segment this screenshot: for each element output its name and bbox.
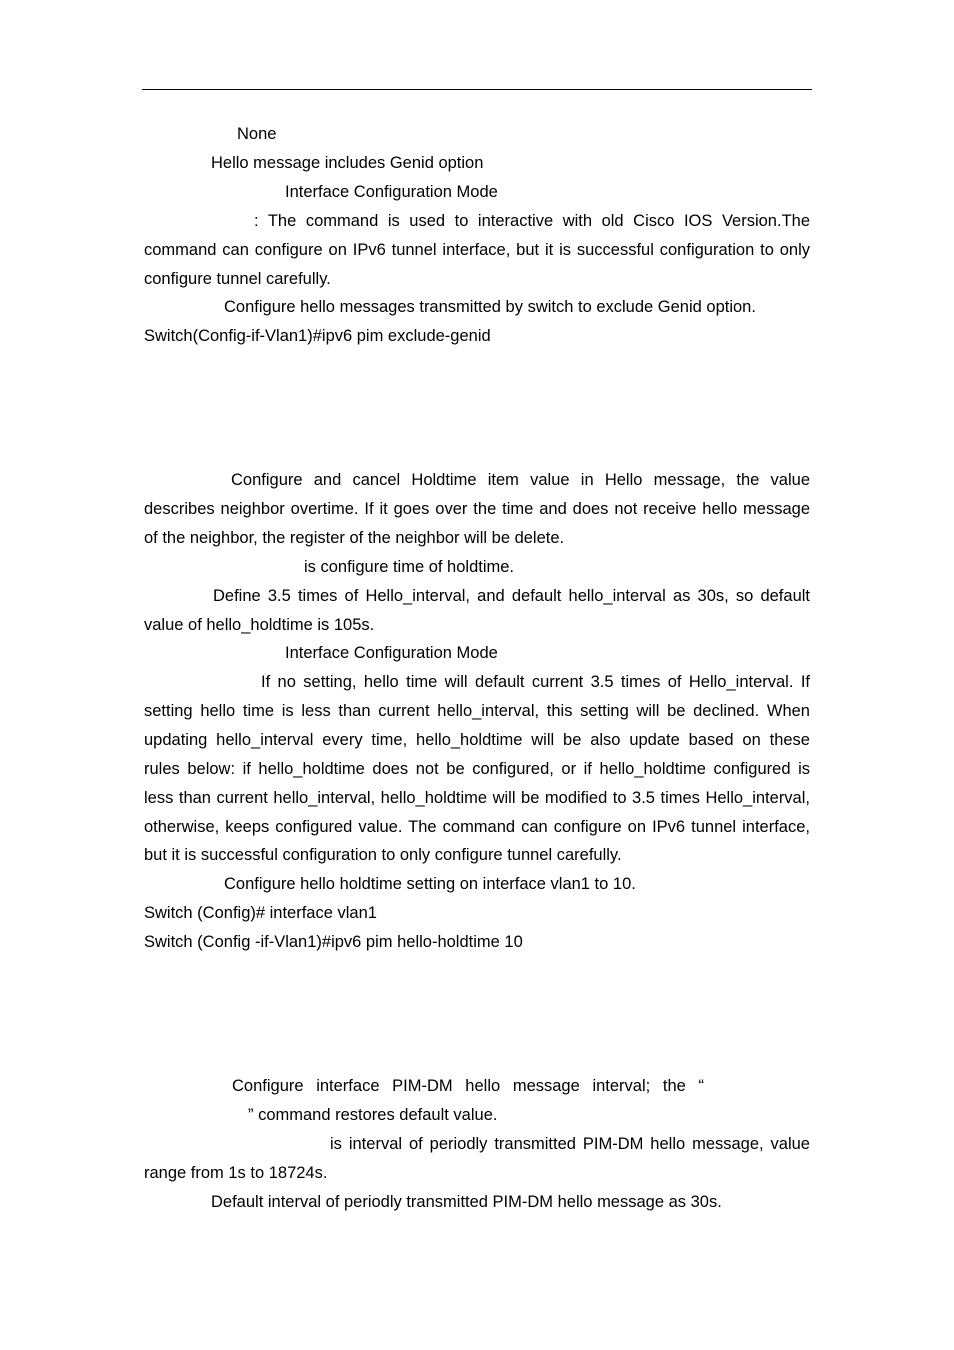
usage-guide-line: less than current hello_interval, hello_holdtime will be modified to 3.5 times Hello_interval,	[144, 789, 810, 807]
command-mode-line: Interface Configuration Mode	[285, 183, 498, 201]
usage-guide-line: otherwise, keeps configured value. The command can configure on IPv6 tunnel interface,	[144, 818, 810, 836]
usage-guide-line: but it is successful configuration to only configure tunnel carefully.	[144, 846, 622, 864]
usage-guide-line: : The command is used to interactive with old Cisco IOS Version.The	[254, 212, 810, 230]
parameter-line: is interval of periodly transmitted PIM-DM hello message, value	[330, 1135, 810, 1153]
default-value-line: value of hello_holdtime is 105s.	[144, 616, 375, 634]
command-description-line: Configure and cancel Holdtime item value in Hello message, the value	[231, 471, 810, 489]
command-description-line: ” command restores default value.	[248, 1106, 498, 1124]
usage-guide-line: configure tunnel carefully.	[144, 270, 331, 288]
example-command-line: Switch (Config)# interface vlan1	[144, 904, 377, 922]
command-description-line: Configure interface PIM-DM hello message interval; the “	[232, 1077, 704, 1095]
default-value-line: None	[237, 125, 277, 143]
example-description-line: Configure hello messages transmitted by switch to exclude Genid option.	[224, 298, 756, 316]
default-value-line: Hello message includes Genid option	[211, 154, 484, 172]
default-value-line: Define 3.5 times of Hello_interval, and default hello_interval as 30s, so default	[213, 587, 810, 605]
usage-guide-line: setting hello time is less than current hello_interval, this setting will be declined. When	[144, 702, 810, 720]
command-description-line: of the neighbor, the register of the neighbor will be delete.	[144, 529, 565, 547]
example-command-line: Switch (Config -if-Vlan1)#ipv6 pim hello-holdtime 10	[144, 933, 523, 951]
parameter-line: range from 1s to 18724s.	[144, 1164, 328, 1182]
usage-guide-line: command can configure on IPv6 tunnel interface, but it is successful configuration to only	[144, 241, 810, 259]
default-value-line: Default interval of periodly transmitted PIM-DM hello message as 30s.	[211, 1193, 722, 1211]
command-mode-line: Interface Configuration Mode	[285, 644, 498, 662]
usage-guide-line: updating hello_interval every time, hello_holdtime will be also update based on these	[144, 731, 810, 749]
command-description-line: describes neighbor overtime. If it goes over the time and does not receive hello message	[144, 500, 810, 518]
parameter-line: is configure time of holdtime.	[304, 558, 515, 576]
header-rule	[142, 89, 812, 90]
example-description-line: Configure hello holdtime setting on interface vlan1 to 10.	[224, 875, 636, 893]
usage-guide-line: If no setting, hello time will default current 3.5 times of Hello_interval. If	[261, 673, 810, 691]
usage-guide-line: rules below: if hello_holdtime does not be configured, or if hello_holdtime configured is	[144, 760, 810, 778]
example-command-line: Switch(Config-if-Vlan1)#ipv6 pim exclude-genid	[144, 327, 491, 345]
